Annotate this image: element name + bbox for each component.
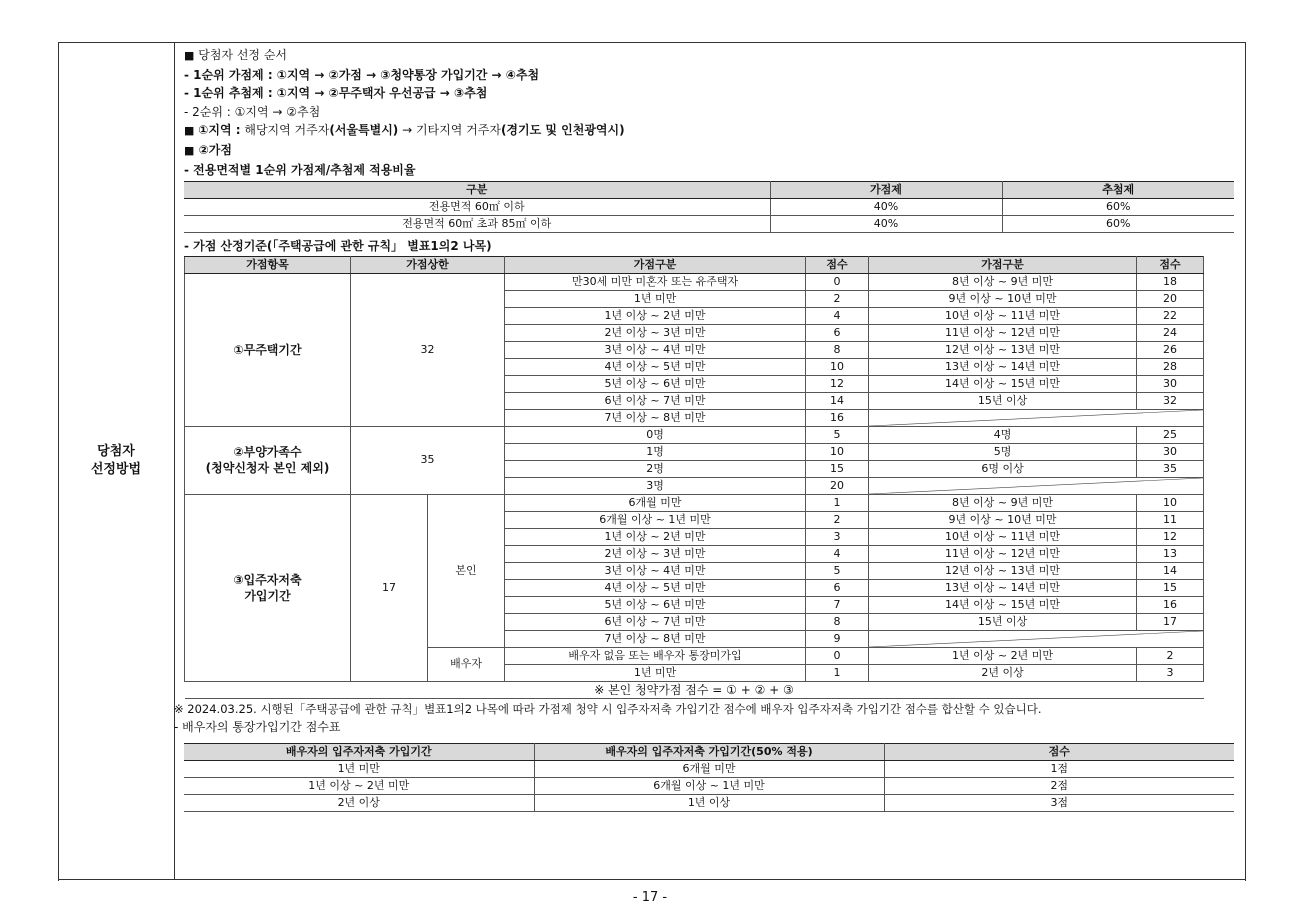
intro-line-7: - 전용면적별 1순위 가점제/추첨제 적용비율 (184, 162, 416, 177)
score-header-points-2: 점수 (1137, 256, 1204, 273)
section-label (58, 42, 175, 880)
table-row: 1년 미만 1 2년 이상 3 (185, 664, 1204, 681)
table-row: 6개월 이상 ~ 1년 미만 2 9년 이상 ~ 10년 미만 11 (185, 511, 1204, 528)
table-row: 2명 15 6명 이상 35 (185, 460, 1204, 477)
ratio-header-category: 구분 (184, 182, 770, 199)
empty-diagonal-cell (869, 477, 1204, 494)
spouse-header-period-50: 배우자의 입주자저축 가입기간(50% 적용) (534, 743, 884, 760)
criteria-title: - 가점 산정기준(「주택공급에 관한 규칙」 별표1의2 나목) (184, 239, 492, 254)
spouse-table-title: - 배우자의 통장가입기간 점수표 (174, 720, 341, 735)
table-row: 1년 미만 2 9년 이상 ~ 10년 미만 20 (185, 290, 1204, 307)
table-row: 3년 이상 ~ 4년 미만 8 12년 이상 ~ 13년 미만 26 (185, 341, 1204, 358)
table-row: ②부양가족수 (청약신청자 본인 제외) 35 0명 5 4명 25 (185, 426, 1204, 443)
spouse-score-table (184, 743, 1234, 812)
section-label-line1: 당첨자 (97, 444, 135, 459)
square-bullet-icon: ■ (184, 49, 195, 62)
group-dependents: ②부양가족수 (청약신청자 본인 제외) (185, 426, 351, 494)
table-row: 6년 이상 ~ 7년 미만 14 15년 이상 32 (185, 392, 1204, 409)
bottom-rule (58, 879, 1245, 880)
table-row: 5년 이상 ~ 6년 미만 12 14년 이상 ~ 15년 미만 30 (185, 375, 1204, 392)
table-row: 2년 이상 ~ 3년 미만 6 11년 이상 ~ 12년 미만 24 (185, 324, 1204, 341)
spouse-note: ※ 2024.03.25. 시행된「주택공급에 관한 규칙」별표1의2 나목에 따라 가점제 청약 시 입주자저축 가입기간 점수에 배우자 입주자저축 가입기간 점수를 합산할 수 있습니다. (174, 701, 1042, 716)
table-row: 전용면적 60㎡ 이하 40% 60% (184, 199, 1234, 216)
intro-line-4: - 2순위 : ①지역 → ②추첨 (184, 104, 321, 119)
table-row: 3명 20 (185, 477, 1204, 494)
group-dependents-limit: 35 (351, 426, 505, 494)
content (174, 46, 1240, 812)
table-row: 4년 이상 ~ 5년 미만 6 13년 이상 ~ 14년 미만 15 (185, 579, 1204, 596)
ratio-header-lottery: 추첨제 (1002, 182, 1234, 199)
score-header-category: 가점구분 (505, 256, 806, 273)
table-row: 2년 이상 1년 이상 3점 (184, 794, 1234, 811)
table-row: 배우자 배우자 없음 또는 배우자 통장미가입 0 1년 이상 ~ 2년 미만 2 (185, 647, 1204, 664)
intro-line-3: - 1순위 추첨제 : ①지역 → ②무주택자 우선공급 → ③추첨 (184, 86, 488, 101)
table-row: 1년 이상 ~ 2년 미만 4 10년 이상 ~ 11년 미만 22 (185, 307, 1204, 324)
intro-line-1: ■ 당첨자 선정 순서 (184, 48, 288, 62)
table-row: 4년 이상 ~ 5년 미만 10 13년 이상 ~ 14년 미만 28 (185, 358, 1204, 375)
group-savings-limit: 17 (351, 494, 428, 681)
sub-spouse: 배우자 (428, 647, 505, 681)
empty-diagonal-cell (869, 630, 1204, 647)
group-homeless-period: ①무주택기간 (185, 273, 351, 426)
table-row: ①무주택기간 32 만30세 미만 미혼자 또는 유주택자 0 8년 이상 ~ 9년 미만 18 (185, 273, 1204, 290)
square-bullet-icon: ■ (184, 143, 195, 157)
score-header-points: 점수 (806, 256, 869, 273)
table-row: 1년 이상 ~ 2년 미만 3 10년 이상 ~ 11년 미만 12 (185, 528, 1204, 545)
score-header-item: 가점항목 (185, 256, 351, 273)
spouse-header-points: 점수 (884, 743, 1234, 760)
empty-diagonal-cell (869, 409, 1204, 426)
group-homeless-limit: 32 (351, 273, 505, 426)
table-row: 전용면적 60㎡ 초과 85㎡ 이하 40% 60% (184, 216, 1234, 233)
table-row: 3년 이상 ~ 4년 미만 5 12년 이상 ~ 13년 미만 14 (185, 562, 1204, 579)
table-row: 7년 이상 ~ 8년 미만 16 (185, 409, 1204, 426)
intro-line-5: ■ ①지역 : 해당지역 거주자(서울특별시) → 기타지역 거주자(경기도 및 인천광역시) (184, 123, 625, 138)
intro-line-6: ■ ②가점 (184, 142, 232, 157)
page-number: - 17 - (632, 890, 668, 905)
table-row: 7년 이상 ~ 8년 미만 9 (185, 630, 1204, 647)
score-table (184, 256, 1204, 699)
group-savings-period: ③입주자저축 가입기간 (185, 494, 351, 681)
score-header-category-2: 가점구분 (869, 256, 1137, 273)
table-row: 6년 이상 ~ 7년 미만 8 15년 이상 17 (185, 613, 1204, 630)
table-row: ③입주자저축 가입기간 17 본인 6개월 미만 1 8년 이상 ~ 9년 미만 10 (185, 494, 1204, 511)
spouse-header-period: 배우자의 입주자저축 가입기간 (184, 743, 534, 760)
section-label-line2: 선정방법 (90, 462, 142, 477)
table-row: 1년 이상 ~ 2년 미만 6개월 이상 ~ 1년 미만 2점 (184, 777, 1234, 794)
square-bullet-icon: ■ (184, 124, 195, 138)
table-row: 5년 이상 ~ 6년 미만 7 14년 이상 ~ 15년 미만 16 (185, 596, 1204, 613)
formula-row: ※ 본인 청약가점 점수 = ① + ② + ③ (185, 681, 1204, 698)
table-row: 2년 이상 ~ 3년 미만 4 11년 이상 ~ 12년 미만 13 (185, 545, 1204, 562)
score-header-limit: 가점상한 (351, 256, 505, 273)
intro-line-2: - 1순위 가점제 : ①지역 → ②가점 → ③청약통장 가입기간 → ④추첨 (184, 67, 540, 82)
table-row: 1년 미만 6개월 미만 1점 (184, 760, 1234, 777)
sub-self: 본인 (428, 494, 505, 647)
table-row: 1명 10 5명 30 (185, 443, 1204, 460)
ratio-table (184, 181, 1234, 233)
ratio-header-point: 가점제 (770, 182, 1002, 199)
